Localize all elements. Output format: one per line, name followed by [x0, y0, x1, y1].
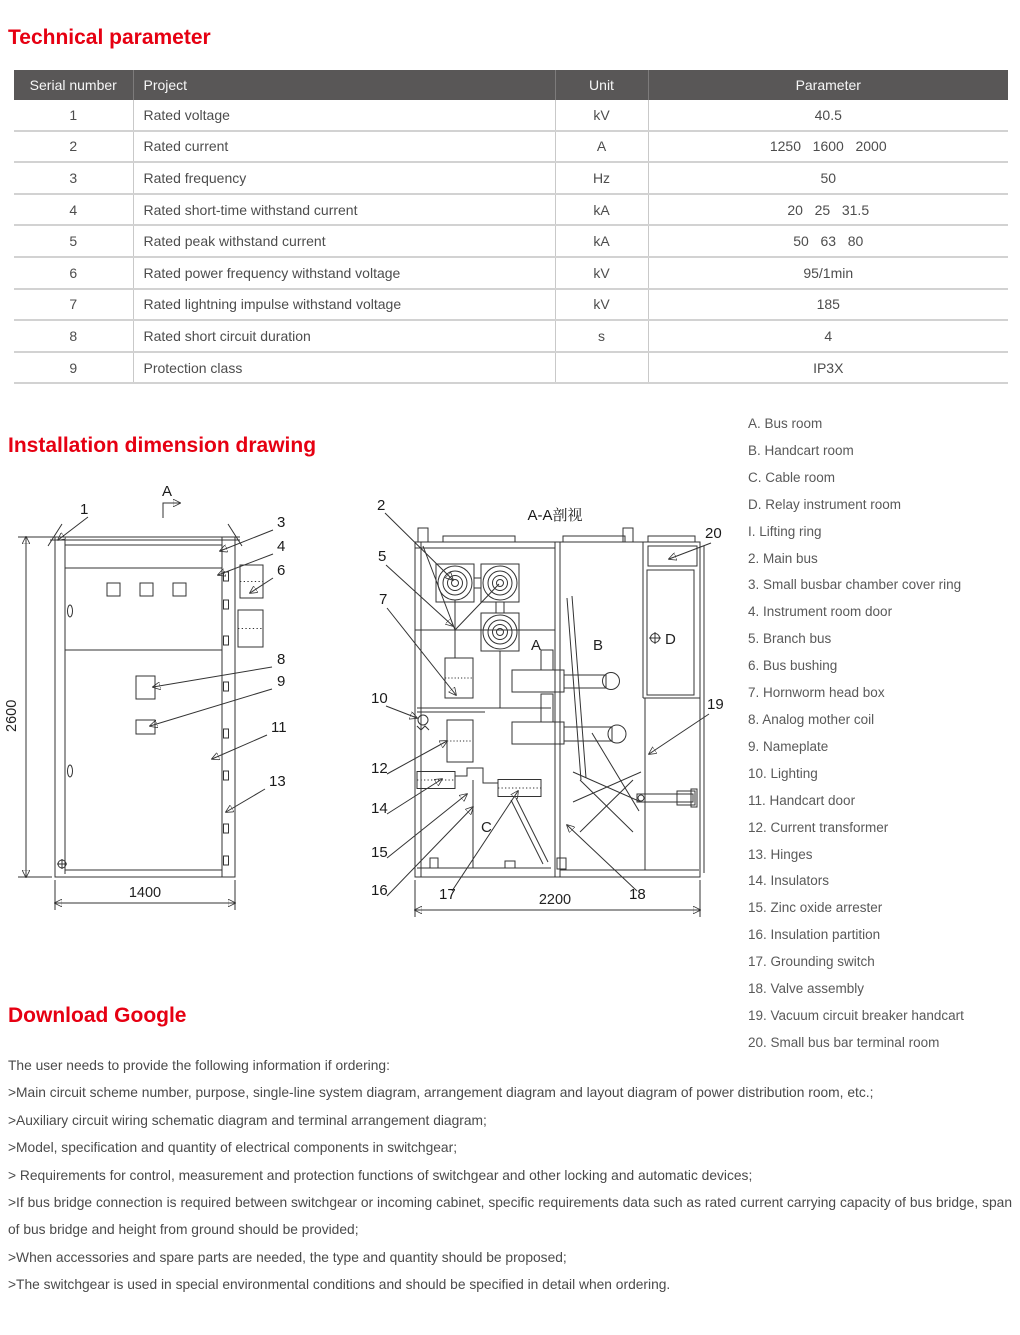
drawing-legend-list	[748, 411, 1020, 1057]
legend-item: I. Lifting ring	[748, 523, 822, 539]
callout-16-insulation-partition: 16	[371, 882, 388, 899]
callout-2-main-bus: 2	[377, 497, 386, 514]
legend-item: 13. Hinges	[748, 846, 813, 862]
cell-unit	[555, 352, 648, 384]
legend-item: 10. Lighting	[748, 765, 818, 781]
cell-serial: 8	[14, 320, 133, 352]
cell-project: Rated peak withstand current	[133, 225, 555, 257]
cell-parameter: 50	[648, 162, 1008, 194]
cell-serial: 4	[14, 194, 133, 226]
ordering-intro: The user needs to provide the following information if ordering:	[8, 1058, 390, 1073]
cell-serial: 9	[14, 352, 133, 384]
legend-item: 9. Nameplate	[748, 738, 829, 754]
ordering-item: >When accessories and spare parts are needed, the type and quantity should be proposed;	[8, 1249, 567, 1265]
cell-serial: 3	[14, 162, 133, 194]
callout-7-hornworm-head-box: 7	[379, 591, 388, 608]
ordering-information	[8, 1052, 1012, 1299]
cell-parameter: 95/1min	[648, 257, 1008, 289]
legend-item: A. Bus room	[748, 416, 823, 431]
cell-parameter: 1250 1600 2000	[648, 131, 1008, 163]
room-letter-b-handcart-room: B	[593, 637, 604, 654]
cell-serial: 7	[14, 289, 133, 321]
legend-item: 6. Bus bushing	[748, 658, 838, 674]
callout-5-branch-bus: 5	[378, 548, 387, 565]
table-row	[14, 194, 1008, 226]
table-row	[14, 100, 1008, 131]
cell-project: Rated power frequency withstand voltage	[133, 257, 555, 289]
ordering-item: >Auxiliary circuit wiring schematic diagram and terminal arrangement diagram;	[8, 1112, 487, 1128]
table-row	[14, 162, 1008, 194]
column-header-project: Project	[133, 70, 555, 100]
cell-project: Rated short-time withstand current	[133, 194, 555, 226]
table-row	[14, 289, 1008, 321]
technical-parameter-table	[14, 70, 1008, 384]
cell-parameter: 40.5	[648, 100, 1008, 131]
cell-parameter: 50 63 80	[648, 225, 1008, 257]
table-row	[14, 320, 1008, 352]
legend-item: 4. Instrument room door	[748, 604, 893, 620]
legend-item: 20. Small bus bar terminal room	[748, 1034, 940, 1050]
callout-4-instrument-room-door: 4	[277, 538, 286, 555]
legend-item: D. Relay instrument room	[748, 496, 902, 512]
cell-project: Rated current	[133, 131, 555, 163]
cell-project: Protection class	[133, 352, 555, 384]
cell-unit: kA	[555, 194, 648, 226]
ordering-item: >The switchgear is used in special environmental conditions and should be specified in detail when ordering.	[8, 1277, 671, 1293]
cell-parameter: 20 25 31.5	[648, 194, 1008, 226]
legend-item: 11. Handcart door	[748, 792, 856, 808]
callout-20-small-busbar-terminal-room: 20	[705, 525, 722, 542]
section-cut-letter: A	[162, 483, 173, 500]
section-title-download-google: Download Google	[8, 1004, 187, 1027]
legend-item: 5. Branch bus	[748, 631, 832, 647]
legend-item: 18. Valve assembly	[748, 981, 865, 997]
cell-serial: 2	[14, 131, 133, 163]
legend-item: 2. Main bus	[748, 550, 818, 566]
dimension-width-2200: 2200	[538, 892, 572, 908]
ordering-item: >Model, specification and quantity of electrical components in switchgear;	[8, 1140, 458, 1156]
cell-unit: kV	[555, 289, 648, 321]
callout-1-lifting-ring: 1	[80, 501, 89, 518]
room-letter-a-bus-room: A	[531, 637, 542, 654]
cell-unit: Hz	[555, 162, 648, 194]
legend-item: 19. Vacuum circuit breaker handcart	[748, 1007, 964, 1023]
ordering-item: > Requirements for control, measurement and protection functions of switchgear and other locking and automatic devices;	[8, 1167, 753, 1183]
cell-unit: A	[555, 131, 648, 163]
cell-parameter: 4	[648, 320, 1008, 352]
ordering-item: >Main circuit scheme number, purpose, single-line system diagram, arrangement diagram and layout diagram of power distribution room, etc.;	[8, 1085, 874, 1101]
callout-8-analog-mother-coil: 8	[277, 651, 286, 668]
legend-item: 16. Insulation partition	[748, 927, 881, 943]
section-title-installation-dimension-drawing: Installation dimension drawing	[8, 434, 317, 457]
callout-3-cover-ring: 3	[277, 514, 286, 531]
cell-serial: 1	[14, 100, 133, 131]
table-row	[14, 225, 1008, 257]
room-letter-d-relay-room: D	[665, 631, 676, 648]
room-letter-c-cable-room: C	[481, 819, 492, 836]
column-header-parameter: Parameter	[648, 70, 1008, 100]
cell-project: Rated short circuit duration	[133, 320, 555, 352]
legend-item: 8. Analog mother coil	[748, 711, 875, 727]
section-title-technical-parameter: Technical parameter	[8, 26, 211, 49]
dimension-width-1400: 1400	[128, 885, 162, 901]
callout-14-insulators: 14	[371, 800, 388, 817]
legend-item: 14. Insulators	[748, 873, 830, 889]
cell-unit: kA	[555, 225, 648, 257]
legend-item: 12. Current transformer	[748, 819, 889, 835]
callout-13-hinges: 13	[269, 773, 286, 790]
dimension-height-2600: 2600	[4, 699, 20, 732]
legend-item: 15. Zinc oxide arrester	[748, 900, 883, 916]
table-row	[14, 257, 1008, 289]
cell-project: Rated lightning impulse withstand voltage	[133, 289, 555, 321]
cell-project: Rated frequency	[133, 162, 555, 194]
legend-item: 7. Hornworm head box	[748, 685, 885, 701]
cell-parameter: IP3X	[648, 352, 1008, 384]
table-row	[14, 131, 1008, 163]
callout-15-zinc-oxide-arrester: 15	[371, 844, 388, 861]
cell-unit: s	[555, 320, 648, 352]
callout-18-valve-assembly: 18	[629, 886, 646, 903]
legend-item: 17. Grounding switch	[748, 954, 875, 970]
cell-parameter: 185	[648, 289, 1008, 321]
callout-10-lighting: 10	[371, 690, 388, 707]
callout-6-bus-bushing: 6	[277, 562, 286, 579]
callout-17-grounding-switch: 17	[439, 886, 456, 903]
table-row	[14, 352, 1008, 384]
legend-item: C. Cable room	[748, 469, 836, 485]
legend-item: 3. Small busbar chamber cover ring	[748, 577, 962, 593]
section-view-title: A-A剖视	[527, 507, 583, 524]
callout-9-nameplate: 9	[277, 673, 286, 690]
column-header-unit: Unit	[555, 70, 648, 100]
table-header-row	[14, 70, 1008, 100]
cell-serial: 5	[14, 225, 133, 257]
callout-12-current-transformer: 12	[371, 760, 388, 777]
cell-project: Rated voltage	[133, 100, 555, 131]
cell-unit: kV	[555, 257, 648, 289]
cabinet-section-view-drawing	[355, 480, 745, 925]
ordering-item: >If bus bridge connection is required between switchgear or incoming cabinet, specific requirements data such as rated current carrying capacity of bus bridge, span of bus bridge and height from ground should be provided;	[8, 1195, 1012, 1238]
column-header-serial-number: Serial number	[14, 70, 133, 100]
legend-item: B. Handcart room	[748, 442, 854, 458]
callout-11-handcart-door: 11	[271, 719, 287, 736]
cabinet-front-view-drawing	[0, 480, 330, 925]
cell-serial: 6	[14, 257, 133, 289]
cell-unit: kV	[555, 100, 648, 131]
callout-19-vacuum-breaker-handcart: 19	[707, 696, 724, 713]
